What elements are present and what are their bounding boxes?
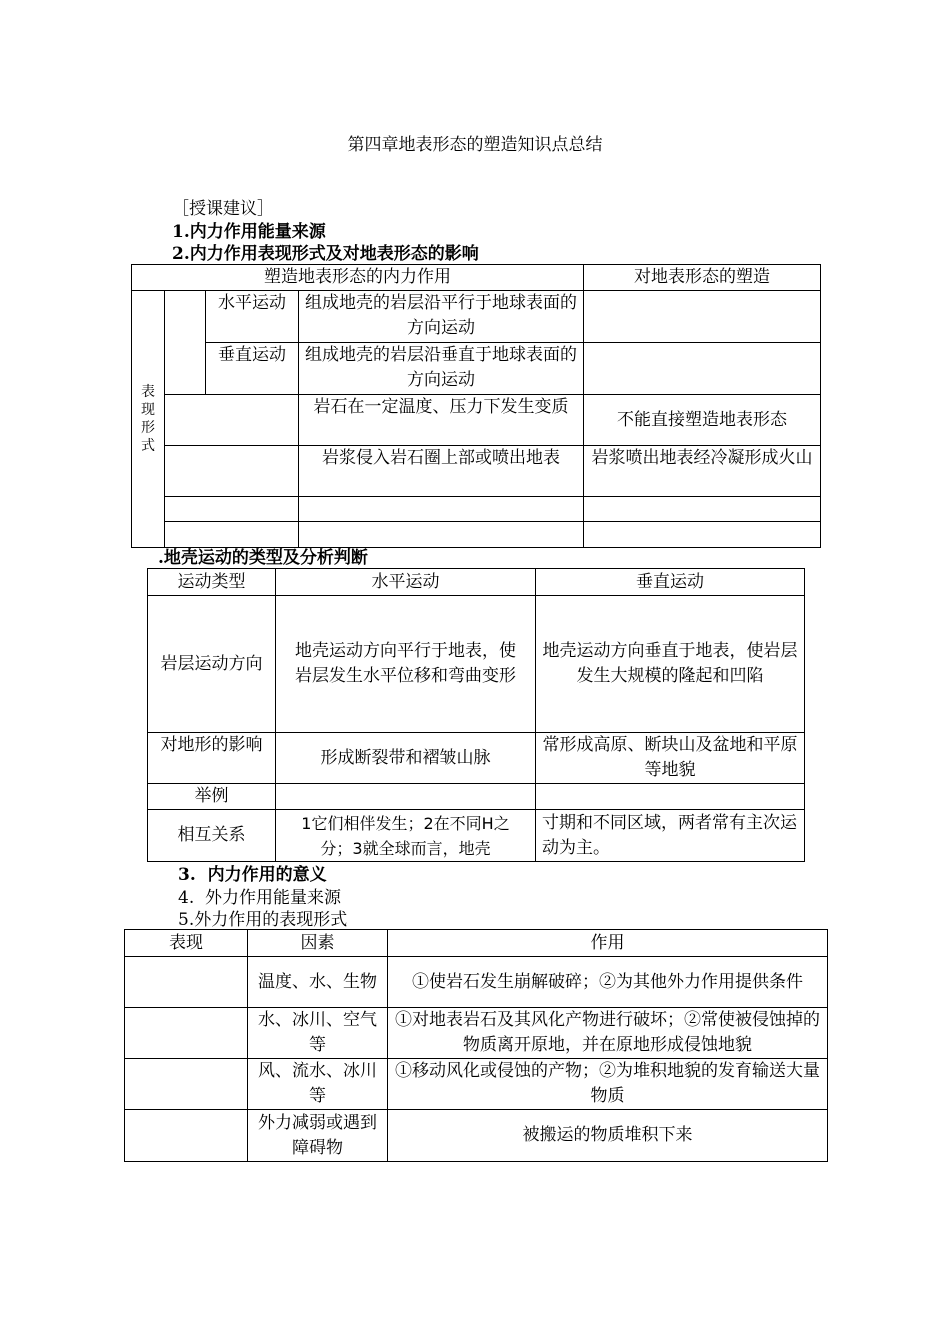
table1-desc-magmatism: 岩浆侵入岩石圈上部或喷出地表 (299, 446, 584, 497)
table3-form-cell (125, 957, 248, 1008)
table1-header-left: 塑造地表形态的内力作用 (132, 265, 584, 291)
table1-blank-cell (165, 522, 299, 548)
table2-direction-horizontal: 地壳运动方向平行于地表，使岩层发生水平位移和弯曲变形 (276, 596, 536, 733)
side-label-text: 表现形式 (141, 384, 155, 454)
table2-header-vertical: 垂直运动 (536, 569, 805, 596)
table2-impact-vertical: 常形成高原、断块山及盆地和平原等地貌 (536, 733, 805, 784)
table1-effect-metamorphism: 不能直接塑造地表形态 (584, 395, 821, 446)
table3-role-deposition: 被搬运的物质堆积下来 (388, 1110, 828, 1162)
table2-relation-left: 1它们相伴发生；2在不同H之分；3就全球而言，地壳 (276, 810, 536, 862)
heading-internal-significance: 3. 内力作用的意义 (178, 865, 327, 885)
table3-role-weathering: ①使岩石发生崩解破碎；②为其他外力作用提供条件 (388, 957, 828, 1008)
table1-blank-cell (299, 497, 584, 522)
crust-movement-table (147, 568, 805, 862)
heading-internal-forms: 2.内力作用表现形式及对地表形态的影响 (172, 244, 479, 264)
table1-header-right: 对地表形态的塑造 (584, 265, 821, 291)
table3-header-factor: 因素 (248, 930, 388, 957)
page-title: 第四章地表形态的塑造知识点总结 (347, 135, 603, 155)
table2-impact-horizontal: 形成断裂带和褶皱山脉 (276, 733, 536, 784)
table2-example-vertical (536, 784, 805, 810)
table2-row-label: 对地形的影响 (148, 733, 276, 784)
table2-header-type: 运动类型 (148, 569, 276, 596)
external-force-table (124, 929, 828, 1162)
table1-type-magmatism (165, 446, 299, 497)
table1-blank-cell (299, 522, 584, 548)
table1-blank-cell (584, 522, 821, 548)
internal-force-table (131, 264, 821, 548)
table2-row-label: 举例 (148, 784, 276, 810)
table1-blank-cell (165, 497, 299, 522)
table3-header-role: 作用 (388, 930, 828, 957)
heading-external-forms: 5.外力作用的表现形式 (178, 910, 348, 930)
table3-form-cell (125, 1008, 248, 1059)
table1-effect-magmatism: 岩浆喷出地表经冷凝形成火山 (584, 446, 821, 497)
table3-role-transport: ①移动风化或侵蚀的产物；②为堆积地貌的发育输送大量物质 (388, 1059, 828, 1110)
table1-blank-cell (584, 497, 821, 522)
table2-row-label: 相互关系 (148, 810, 276, 862)
table3-factor-weathering: 温度、水、生物 (248, 957, 388, 1008)
table3-factor-transport: 风、流水、冰川等 (248, 1059, 388, 1110)
table1-effect-horizontal (584, 291, 821, 343)
table3-factor-erosion: 水、冰川、空气等 (248, 1008, 388, 1059)
table3-factor-deposition: 外力减弱或遇到障碍物 (248, 1110, 388, 1162)
table3-header-form: 表现 (125, 930, 248, 957)
table1-type-metamorphism (165, 395, 299, 446)
table1-side-label (132, 291, 165, 548)
table1-effect-vertical (584, 343, 821, 395)
heading-external-energy: 4. 外力作用能量来源 (178, 888, 342, 908)
table2-relation-right: 寸期和不同区域，两者常有主次运动为主。 (536, 810, 805, 862)
table1-type-horizontal: 水平运动 (206, 291, 299, 343)
table3-form-cell (125, 1059, 248, 1110)
table2-row-label: 岩层运动方向 (148, 596, 276, 733)
teaching-suggestion: ［授课建议］ (172, 199, 274, 219)
table3-role-erosion: ①对地表岩石及其风化产物进行破坏；②常使被侵蚀掉的物质离开原地，并在原地形成侵蚀地貌 (388, 1008, 828, 1059)
heading-crust-movement: .地壳运动的类型及分析判断 (158, 548, 368, 568)
table1-type-vertical: 垂直运动 (206, 343, 299, 395)
table1-desc-metamorphism: 岩石在一定温度、压力下发生变质 (299, 395, 584, 446)
table1-empty-cell (165, 291, 206, 395)
table3-form-cell (125, 1110, 248, 1162)
table1-desc-vertical: 组成地壳的岩层沿垂直于地球表面的方向运动 (299, 343, 584, 395)
heading-internal-energy: 1.内力作用能量来源 (172, 222, 326, 242)
table2-header-horizontal: 水平运动 (276, 569, 536, 596)
table1-desc-horizontal: 组成地壳的岩层沿平行于地球表面的方向运动 (299, 291, 584, 343)
table2-example-horizontal (276, 784, 536, 810)
table2-direction-vertical: 地壳运动方向垂直于地表，使岩层发生大规模的隆起和凹陷 (536, 596, 805, 733)
